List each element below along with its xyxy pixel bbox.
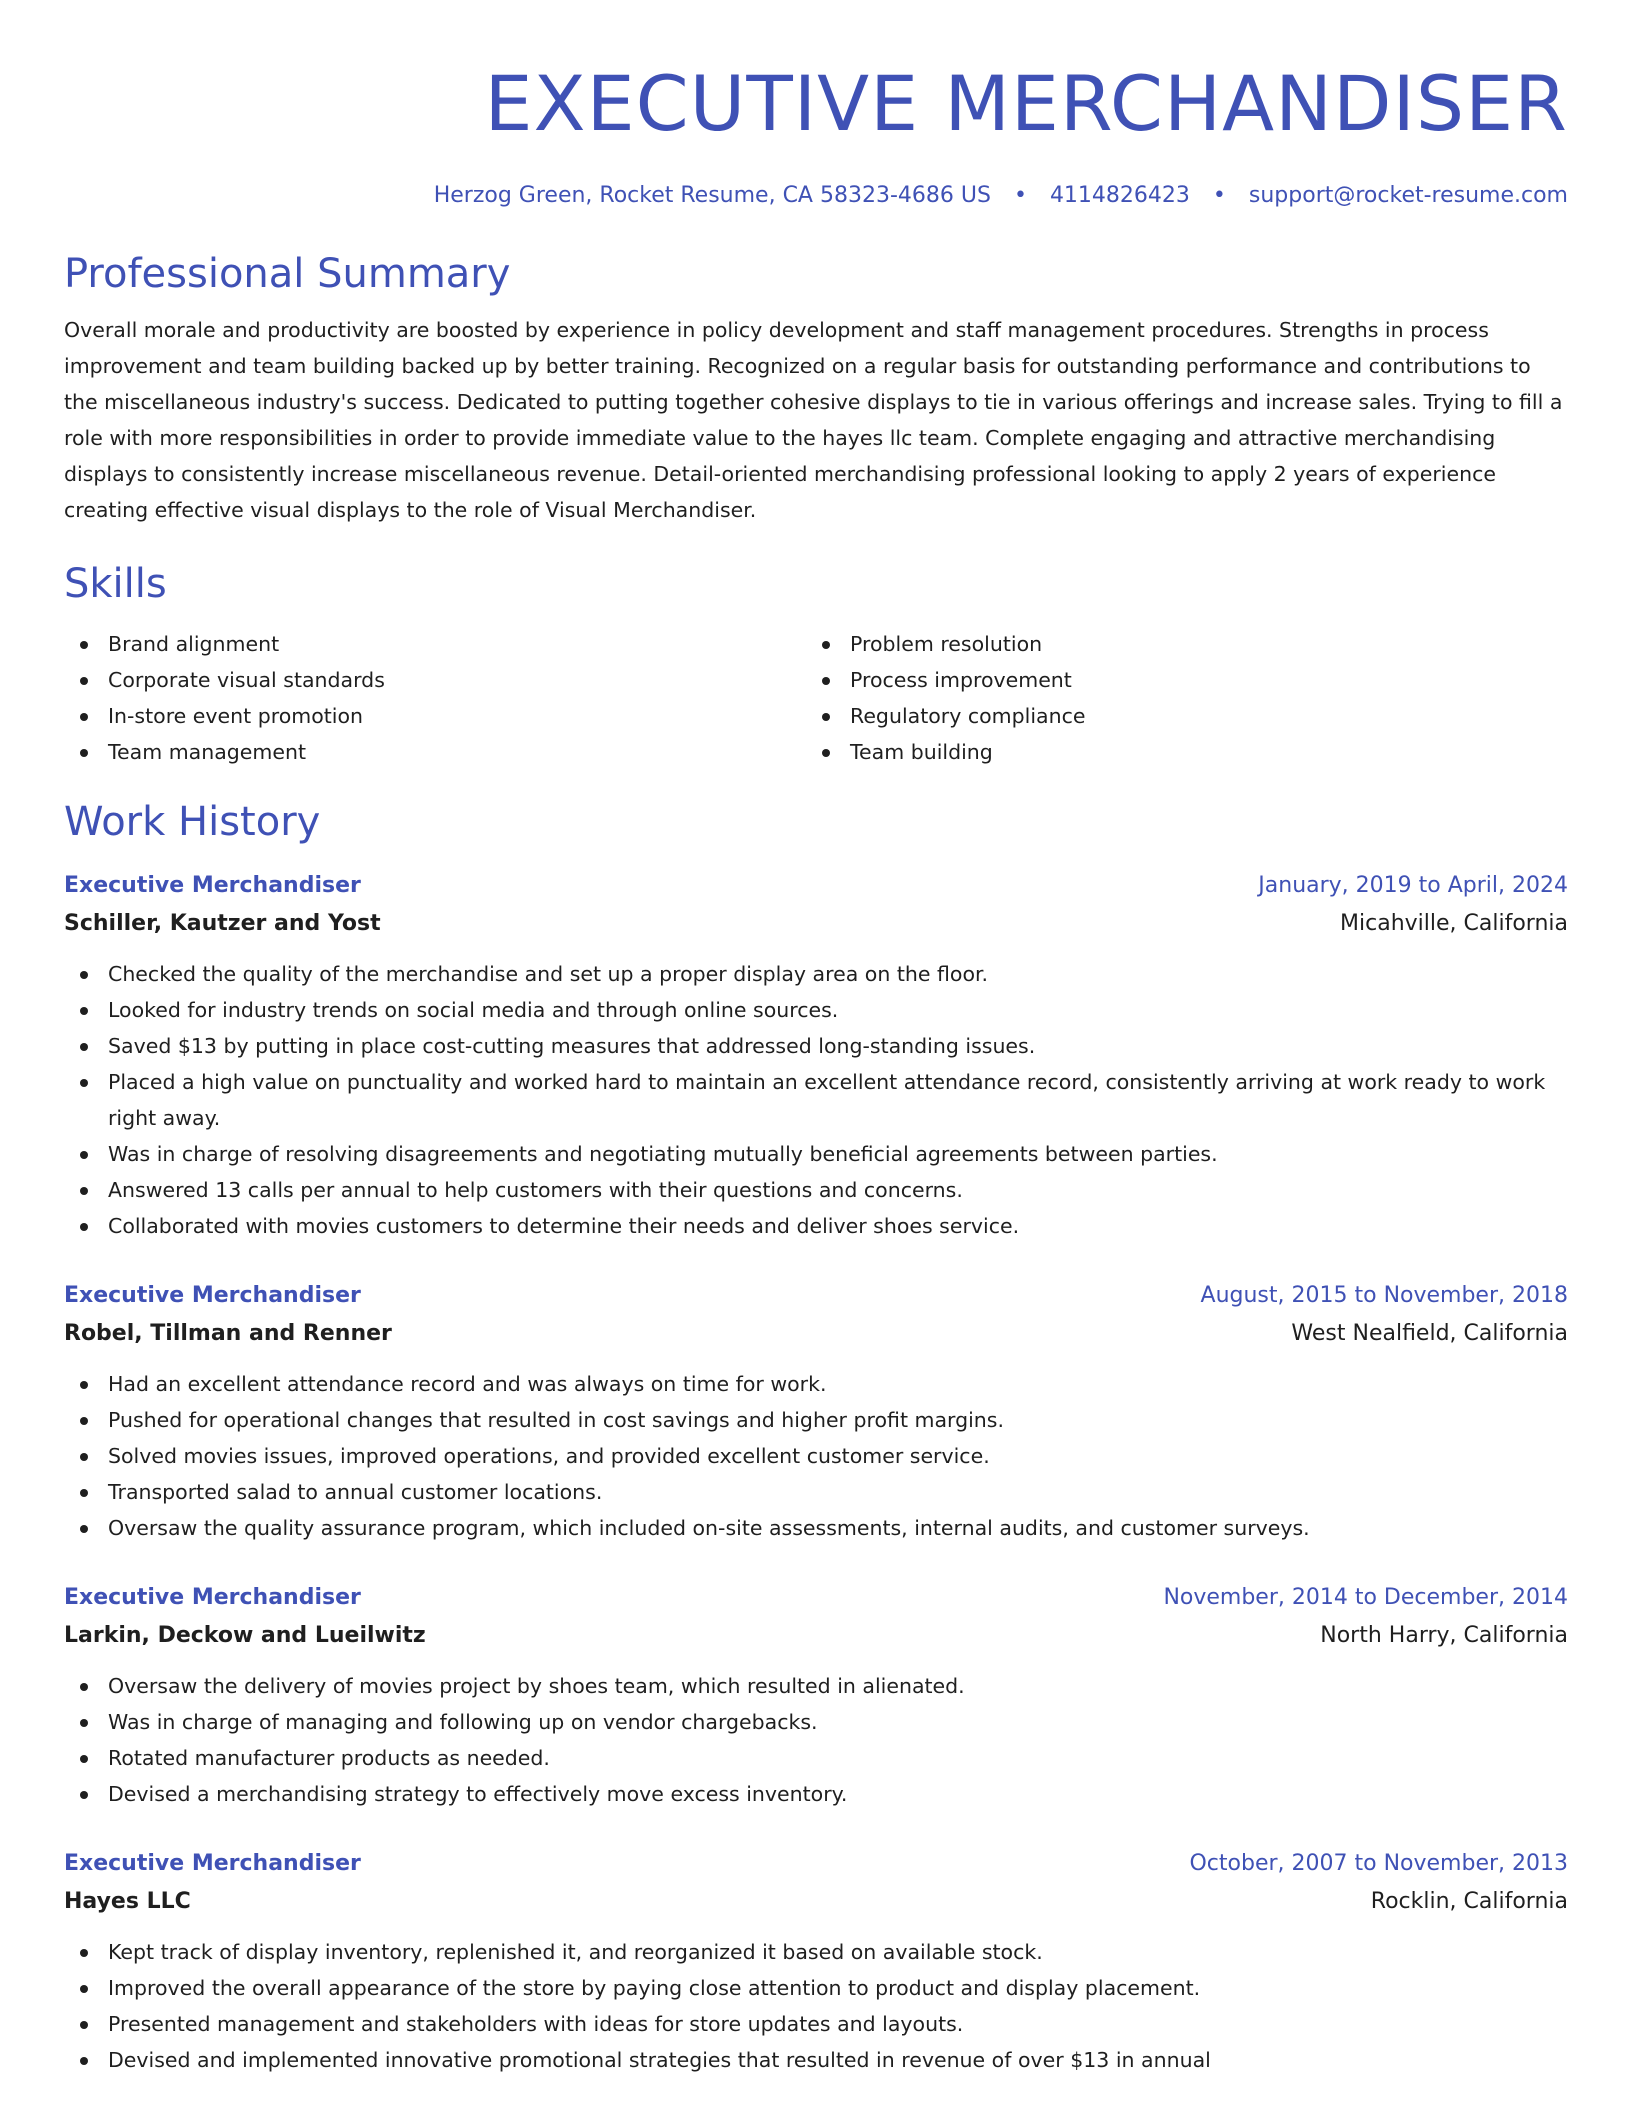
job-location: Rocklin, California bbox=[1370, 1889, 1568, 1914]
job-location: West Nealfield, California bbox=[1291, 1321, 1568, 1346]
job-employer-row bbox=[64, 1882, 1568, 1922]
skill-item: Team management bbox=[64, 734, 806, 770]
job-dates: November, 2014 to December, 2014 bbox=[1163, 1585, 1568, 1610]
contact-address: Herzog Green, Rocket Resume, CA 58323-4686 US bbox=[433, 183, 991, 208]
job-bullet: Presented management and stakeholders with ideas for store updates and layouts. bbox=[64, 2006, 1568, 2042]
job-bullet: Collaborated with movies customers to determine their needs and deliver shoes service. bbox=[64, 1208, 1568, 1244]
contact-separator: • bbox=[1212, 183, 1226, 208]
job-bullet: Devised a merchandising strategy to effectively move excess inventory. bbox=[64, 1776, 1568, 1812]
resume-page bbox=[64, 0, 1568, 2078]
job-title: Executive Merchandiser bbox=[64, 873, 361, 898]
contact-line bbox=[64, 180, 1568, 212]
job-bullet: Improved the overall appearance of the store by paying close attention to product and display placement. bbox=[64, 1970, 1568, 2006]
job-bullet: Kept track of display inventory, replenished it, and reorganized it based on available stock. bbox=[64, 1934, 1568, 1970]
job-company: Robel, Tillman and Renner bbox=[64, 1321, 392, 1346]
job-bullet: Was in charge of resolving disagreements and negotiating mutually beneficial agreements between parties. bbox=[64, 1136, 1568, 1172]
job-company: Hayes LLC bbox=[64, 1889, 191, 1914]
job-company: Schiller, Kautzer and Yost bbox=[64, 911, 381, 936]
job-bullet: Checked the quality of the merchandise and set up a proper display area on the floor. bbox=[64, 956, 1568, 992]
job-title: Executive Merchandiser bbox=[64, 1283, 361, 1308]
job-bullets bbox=[64, 1366, 1568, 1546]
work-history-heading: Work History bbox=[64, 799, 321, 845]
job-bullet: Answered 13 calls per annual to help customers with their questions and concerns. bbox=[64, 1172, 1568, 1208]
job-bullet: Was in charge of managing and following up on vendor chargebacks. bbox=[64, 1704, 1568, 1740]
job-bullet: Placed a high value on punctuality and worked hard to maintain an excellent attendance record, consistently arriving at work ready to work right away. bbox=[64, 1064, 1568, 1136]
job-company: Larkin, Deckow and Lueilwitz bbox=[64, 1623, 426, 1648]
job-bullet: Had an excellent attendance record and was always on time for work. bbox=[64, 1366, 1568, 1402]
contact-separator: • bbox=[1013, 183, 1027, 208]
skills-heading: Skills bbox=[64, 561, 167, 607]
job-dates: October, 2007 to November, 2013 bbox=[1189, 1851, 1568, 1876]
job-dates: August, 2015 to November, 2018 bbox=[1200, 1283, 1568, 1308]
job-bullet: Oversaw the quality assurance program, which included on-site assessments, internal audits, and customer surveys. bbox=[64, 1510, 1568, 1546]
skill-item: Team building bbox=[806, 734, 1548, 770]
job-entry bbox=[64, 1846, 1568, 2078]
job-bullet: Pushed for operational changes that resulted in cost savings and higher profit margins. bbox=[64, 1402, 1568, 1438]
job-entry bbox=[64, 1580, 1568, 1812]
job-location: Micahville, California bbox=[1340, 911, 1568, 936]
job-bullets bbox=[64, 1668, 1568, 1812]
job-bullet: Looked for industry trends on social media and through online sources. bbox=[64, 992, 1568, 1028]
job-bullet: Devised and implemented innovative promotional strategies that resulted in revenue of over $13 in annual bbox=[64, 2042, 1568, 2078]
job-dates: January, 2019 to April, 2024 bbox=[1258, 873, 1568, 898]
job-bullet: Transported salad to annual customer locations. bbox=[64, 1474, 1568, 1510]
job-bullet: Solved movies issues, improved operations, and provided excellent customer service. bbox=[64, 1438, 1568, 1474]
job-header bbox=[64, 1580, 1568, 1616]
skill-item: Corporate visual standards bbox=[64, 662, 806, 698]
contact-phone: 4114826423 bbox=[1049, 183, 1190, 208]
job-header bbox=[64, 868, 1568, 904]
skills-column-right bbox=[806, 626, 1548, 770]
summary-text: Overall morale and productivity are boosted by experience in policy development and staff management procedures. Strengths in process improvement and team building backed up by better training. Recognized on a regular basis for outstanding performance and contributions to the miscellaneous industry's success. Dedicated to putting together cohesive displays to tie in various offerings and increase sales. Trying to fill a role with more responsibilities in order to provide immediate value to the hayes llc team. Complete engaging and attractive merchandising displays to consistently increase miscellaneous revenue. Detail-oriented merchandising professional looking to apply 2 years of experience creating effective visual displays to the role of Visual Merchandiser. bbox=[64, 318, 1563, 522]
job-title: Executive Merchandiser bbox=[64, 1585, 361, 1610]
skill-item: Brand alignment bbox=[64, 626, 806, 662]
job-employer-row bbox=[64, 1314, 1568, 1354]
job-header bbox=[64, 1278, 1568, 1314]
job-bullet: Rotated manufacturer products as needed. bbox=[64, 1740, 1568, 1776]
job-bullets bbox=[64, 1934, 1568, 2078]
skill-item: Regulatory compliance bbox=[806, 698, 1548, 734]
job-entry bbox=[64, 1278, 1568, 1546]
skills-list bbox=[64, 626, 1568, 770]
summary-heading: Professional Summary bbox=[64, 251, 511, 297]
job-bullet: Oversaw the delivery of movies project by shoes team, which resulted in alienated. bbox=[64, 1668, 1568, 1704]
skill-item: Problem resolution bbox=[806, 626, 1548, 662]
job-employer-row bbox=[64, 904, 1568, 944]
job-location: North Harry, California bbox=[1320, 1623, 1568, 1648]
skill-item: In-store event promotion bbox=[64, 698, 806, 734]
job-bullet: Saved $13 by putting in place cost-cutting measures that addressed long-standing issues. bbox=[64, 1028, 1568, 1064]
skill-item: Process improvement bbox=[806, 662, 1548, 698]
resume-name-heading: EXECUTIVE MERCHANDISER bbox=[484, 59, 1568, 148]
contact-email: support@rocket-resume.com bbox=[1248, 183, 1568, 208]
job-entry bbox=[64, 868, 1568, 1244]
job-header bbox=[64, 1846, 1568, 1882]
job-title: Executive Merchandiser bbox=[64, 1851, 361, 1876]
job-employer-row bbox=[64, 1616, 1568, 1656]
job-bullets bbox=[64, 956, 1568, 1244]
skills-column-left bbox=[64, 626, 806, 770]
